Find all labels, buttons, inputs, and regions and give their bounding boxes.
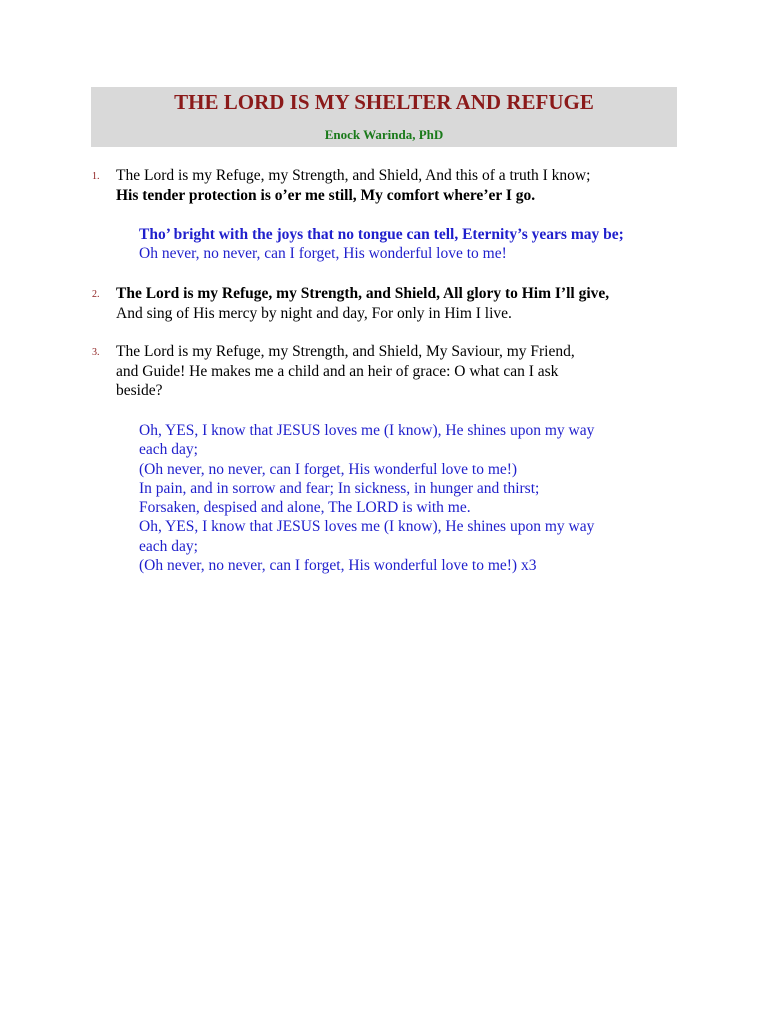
page-title: THE LORD IS MY SHELTER AND REFUGE <box>174 90 594 114</box>
chorus-line: (Oh never, no never, can I forget, His wonderful love to me!) x3 <box>139 557 537 575</box>
chorus-line: each day; <box>139 537 198 555</box>
verse-3 <box>92 342 676 401</box>
verse-1 <box>92 166 676 205</box>
verse-line: His tender protection is o’er me still, My comfort where’er I go. <box>116 186 536 204</box>
chorus-line: (Oh never, no never, can I forget, His wonderful love to me!) <box>139 460 518 478</box>
verse-line: And sing of His mercy by night and day, For only in Him I live. <box>116 304 512 322</box>
verse-number: 3. <box>92 347 100 358</box>
verse-line: beside? <box>116 382 163 399</box>
author-name: Enock Warinda, PhD <box>324 127 444 142</box>
chorus-line: Tho’ bright with the joys that no tongue can tell, Eternity’s years may be; <box>139 226 624 243</box>
chorus-line: Oh never, no never, can I forget, His wonderful love to me! <box>139 245 507 263</box>
chorus-1 <box>139 225 684 264</box>
title-banner <box>91 87 677 147</box>
chorus-line: Oh, YES, I know that JESUS loves me (I know), He shines upon my way <box>139 518 595 536</box>
verse-2 <box>92 284 676 323</box>
chorus-line: each day; <box>139 441 198 459</box>
chorus-line: Forsaken, despised and alone, The LORD is with me. <box>139 499 471 517</box>
chorus-line: In pain, and in sorrow and fear; In sickness, in hunger and thirst; <box>139 479 540 497</box>
chorus-2 <box>139 421 684 575</box>
verse-number: 2. <box>92 289 100 300</box>
chorus-line: Oh, YES, I know that JESUS loves me (I know), He shines upon my way <box>139 422 595 439</box>
verse-number: 1. <box>92 171 100 182</box>
verse-line: and Guide! He makes me a child and an heir of grace: O what can I ask <box>116 362 559 380</box>
verse-line: The Lord is my Refuge, my Strength, and Shield, All glory to Him I’ll give, <box>116 285 610 302</box>
verse-line: The Lord is my Refuge, my Strength, and Shield, And this of a truth I know; <box>116 167 591 184</box>
verse-line: The Lord is my Refuge, my Strength, and Shield, My Saviour, my Friend, <box>116 343 575 360</box>
